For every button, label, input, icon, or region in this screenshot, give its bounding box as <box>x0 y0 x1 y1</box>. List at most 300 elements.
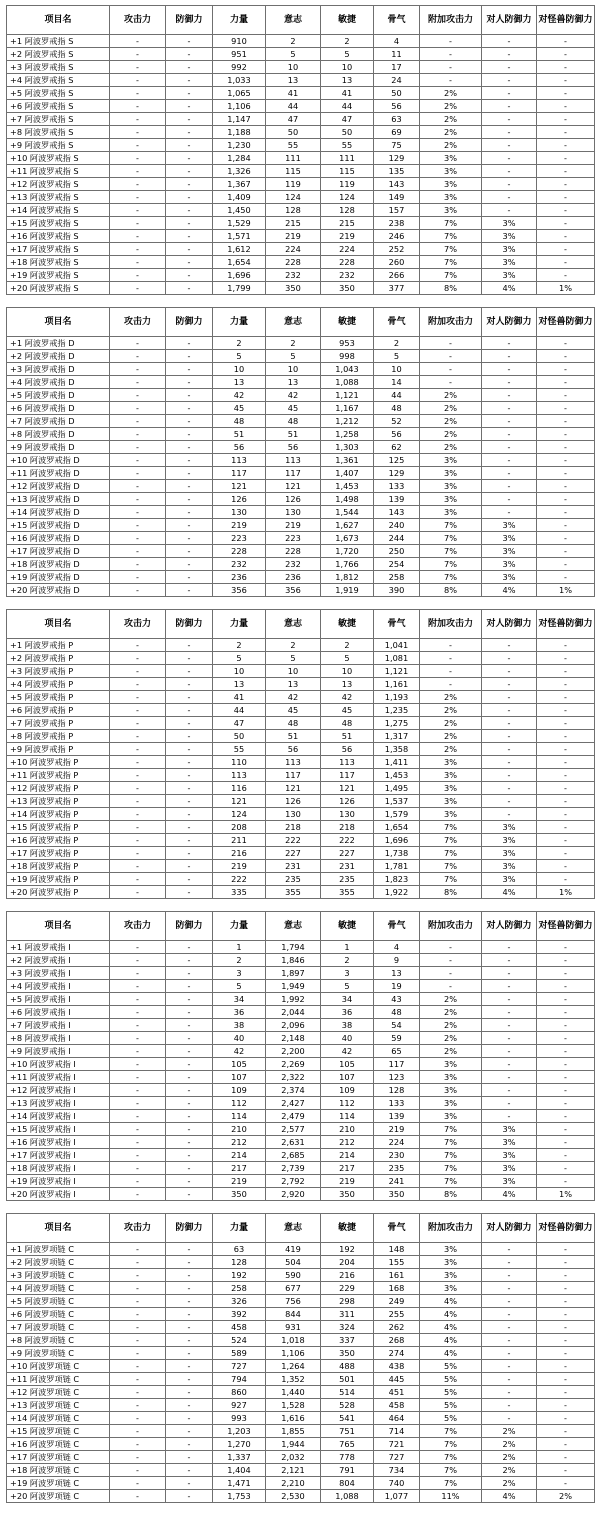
cell-attack: - <box>110 769 166 782</box>
cell-defense: - <box>166 1282 213 1295</box>
cell-pvp-defense: - <box>482 1032 537 1045</box>
header-pvp-defense: 对人防御力 <box>482 6 537 35</box>
cell-strength: 45 <box>213 402 266 415</box>
cell-agility: 231 <box>321 860 374 873</box>
cell-pvp-defense: 3% <box>482 873 537 886</box>
cell-attack: - <box>110 217 166 230</box>
cell-backbone: 1,453 <box>374 769 420 782</box>
cell-defense: - <box>166 376 213 389</box>
cell-item-name: +3 阿波罗戒指 P <box>7 665 110 678</box>
cell-item-name: +15 阿波罗项链 C <box>7 1425 110 1438</box>
cell-agility: 227 <box>321 847 374 860</box>
cell-defense: - <box>166 1334 213 1347</box>
cell-attack: - <box>110 61 166 74</box>
cell-backbone: 219 <box>374 1123 420 1136</box>
cell-bonus-attack: 7% <box>420 873 482 886</box>
cell-defense: - <box>166 519 213 532</box>
cell-agility: 216 <box>321 1269 374 1282</box>
cell-backbone: 63 <box>374 113 420 126</box>
cell-attack: - <box>110 665 166 678</box>
cell-bonus-attack: 2% <box>420 743 482 756</box>
table-row <box>7 126 595 139</box>
table-row <box>7 191 595 204</box>
cell-agility: 113 <box>321 756 374 769</box>
cell-defense: - <box>166 1490 213 1503</box>
cell-will: 130 <box>266 506 321 519</box>
cell-agility: 232 <box>321 269 374 282</box>
cell-will: 44 <box>266 100 321 113</box>
cell-backbone: 9 <box>374 954 420 967</box>
table-row <box>7 769 595 782</box>
cell-attack: - <box>110 1123 166 1136</box>
cell-pve-defense: - <box>537 519 595 532</box>
cell-attack: - <box>110 1321 166 1334</box>
cell-backbone: 1,654 <box>374 821 420 834</box>
cell-pve-defense: - <box>537 1243 595 1256</box>
cell-pve-defense: - <box>537 954 595 967</box>
cell-backbone: 14 <box>374 376 420 389</box>
cell-will: 931 <box>266 1321 321 1334</box>
table-row <box>7 467 595 480</box>
cell-backbone: 143 <box>374 506 420 519</box>
cell-bonus-attack: 3% <box>420 769 482 782</box>
cell-attack: - <box>110 139 166 152</box>
cell-defense: - <box>166 178 213 191</box>
cell-item-name: +9 阿波罗戒指 I <box>7 1045 110 1058</box>
table-row <box>7 756 595 769</box>
cell-will: 45 <box>266 402 321 415</box>
table-row <box>7 441 595 454</box>
cell-item-name: +11 阿波罗戒指 I <box>7 1071 110 1084</box>
table-row <box>7 1360 595 1373</box>
cell-backbone: 4 <box>374 941 420 954</box>
cell-item-name: +6 阿波罗戒指 P <box>7 704 110 717</box>
cell-defense: - <box>166 35 213 48</box>
cell-pve-defense: - <box>537 243 595 256</box>
cell-bonus-attack: 2% <box>420 691 482 704</box>
table-row <box>7 1477 595 1490</box>
table-row <box>7 428 595 441</box>
cell-item-name: +12 阿波罗戒指 S <box>7 178 110 191</box>
cell-defense: - <box>166 860 213 873</box>
cell-pvp-defense: - <box>482 1308 537 1321</box>
cell-pvp-defense: - <box>482 717 537 730</box>
cell-pvp-defense: - <box>482 454 537 467</box>
cell-strength: 40 <box>213 1032 266 1045</box>
cell-defense: - <box>166 506 213 519</box>
cell-pvp-defense: 3% <box>482 1162 537 1175</box>
cell-attack: - <box>110 743 166 756</box>
cell-attack: - <box>110 415 166 428</box>
cell-bonus-attack: 7% <box>420 519 482 532</box>
cell-item-name: +10 阿波罗戒指 I <box>7 1058 110 1071</box>
cell-pvp-defense: 2% <box>482 1451 537 1464</box>
cell-agility: 1,043 <box>321 363 374 376</box>
cell-item-name: +12 阿波罗戒指 D <box>7 480 110 493</box>
cell-bonus-attack: - <box>420 652 482 665</box>
cell-pve-defense: - <box>537 178 595 191</box>
cell-pvp-defense: 3% <box>482 1123 537 1136</box>
cell-strength: 1,450 <box>213 204 266 217</box>
cell-will: 1,897 <box>266 967 321 980</box>
cell-agility: 192 <box>321 1243 374 1256</box>
cell-attack: - <box>110 428 166 441</box>
cell-backbone: 1,738 <box>374 847 420 860</box>
cell-defense: - <box>166 1136 213 1149</box>
table-row <box>7 256 595 269</box>
cell-agility: 212 <box>321 1136 374 1149</box>
cell-defense: - <box>166 1149 213 1162</box>
cell-defense: - <box>166 1360 213 1373</box>
cell-backbone: 1,823 <box>374 873 420 886</box>
cell-pvp-defense: - <box>482 1058 537 1071</box>
cell-strength: 38 <box>213 1019 266 1032</box>
cell-bonus-attack: 3% <box>420 795 482 808</box>
cell-bonus-attack: 7% <box>420 269 482 282</box>
cell-pve-defense: - <box>537 704 595 717</box>
cell-will: 2,739 <box>266 1162 321 1175</box>
table-row <box>7 139 595 152</box>
cell-pve-defense: 1% <box>537 886 595 899</box>
cell-strength: 10 <box>213 665 266 678</box>
cell-strength: 3 <box>213 967 266 980</box>
cell-will: 42 <box>266 691 321 704</box>
cell-pvp-defense: - <box>482 1006 537 1019</box>
table-row <box>7 1071 595 1084</box>
table-row <box>7 217 595 230</box>
cell-will: 13 <box>266 678 321 691</box>
header-strength: 力量 <box>213 308 266 337</box>
table-row <box>7 532 595 545</box>
cell-pvp-defense: - <box>482 1084 537 1097</box>
cell-pve-defense: - <box>537 795 595 808</box>
cell-defense: - <box>166 126 213 139</box>
cell-backbone: 250 <box>374 545 420 558</box>
table-row <box>7 1045 595 1058</box>
cell-item-name: +15 阿波罗戒指 I <box>7 1123 110 1136</box>
cell-pvp-defense: 3% <box>482 860 537 873</box>
cell-backbone: 727 <box>374 1451 420 1464</box>
table-row <box>7 545 595 558</box>
cell-backbone: 148 <box>374 1243 420 1256</box>
cell-backbone: 128 <box>374 1084 420 1097</box>
header-pve-defense: 对怪兽防御力 <box>537 1214 595 1243</box>
cell-pve-defense: - <box>537 74 595 87</box>
cell-pvp-defense: - <box>482 100 537 113</box>
cell-agility: 10 <box>321 61 374 74</box>
cell-bonus-attack: 3% <box>420 506 482 519</box>
cell-defense: - <box>166 415 213 428</box>
cell-item-name: +8 阿波罗戒指 P <box>7 730 110 743</box>
cell-attack: - <box>110 1058 166 1071</box>
cell-pvp-defense: - <box>482 691 537 704</box>
cell-defense: - <box>166 808 213 821</box>
cell-bonus-attack: - <box>420 48 482 61</box>
cell-pve-defense: - <box>537 860 595 873</box>
cell-agility: 1,766 <box>321 558 374 571</box>
cell-pve-defense: - <box>537 1097 595 1110</box>
cell-defense: - <box>166 1373 213 1386</box>
table-row <box>7 350 595 363</box>
cell-will: 47 <box>266 113 321 126</box>
cell-defense: - <box>166 1071 213 1084</box>
table-row <box>7 1006 595 1019</box>
cell-agility: 2 <box>321 954 374 967</box>
header-item-name: 项目名 <box>7 308 110 337</box>
table-row <box>7 1451 595 1464</box>
cell-defense: - <box>166 954 213 967</box>
cell-bonus-attack: 3% <box>420 1256 482 1269</box>
cell-will: 227 <box>266 847 321 860</box>
cell-attack: - <box>110 1045 166 1058</box>
cell-will: 232 <box>266 558 321 571</box>
cell-defense: - <box>166 967 213 980</box>
cell-agility: 1,088 <box>321 376 374 389</box>
cell-agility: 51 <box>321 730 374 743</box>
cell-defense: - <box>166 795 213 808</box>
cell-backbone: 135 <box>374 165 420 178</box>
cell-backbone: 1,161 <box>374 678 420 691</box>
cell-attack: - <box>110 441 166 454</box>
cell-pve-defense: - <box>537 1399 595 1412</box>
cell-agility: 218 <box>321 821 374 834</box>
header-item-name: 项目名 <box>7 912 110 941</box>
cell-attack: - <box>110 532 166 545</box>
cell-strength: 356 <box>213 584 266 597</box>
table-row <box>7 1243 595 1256</box>
cell-strength: 5 <box>213 350 266 363</box>
cell-attack: - <box>110 389 166 402</box>
header-will: 意志 <box>266 308 321 337</box>
cell-bonus-attack: 4% <box>420 1334 482 1347</box>
cell-item-name: +11 阿波罗项链 C <box>7 1373 110 1386</box>
cell-attack: - <box>110 1136 166 1149</box>
cell-agility: 1,303 <box>321 441 374 454</box>
table-row <box>7 795 595 808</box>
table-row <box>7 402 595 415</box>
cell-backbone: 123 <box>374 1071 420 1084</box>
cell-defense: - <box>166 1110 213 1123</box>
cell-defense: - <box>166 1084 213 1097</box>
cell-strength: 219 <box>213 1175 266 1188</box>
cell-attack: - <box>110 571 166 584</box>
cell-pve-defense: - <box>537 139 595 152</box>
cell-pvp-defense: 3% <box>482 558 537 571</box>
cell-item-name: +5 阿波罗戒指 I <box>7 993 110 1006</box>
cell-strength: 47 <box>213 717 266 730</box>
cell-agility: 324 <box>321 1321 374 1334</box>
cell-backbone: 1,275 <box>374 717 420 730</box>
cell-attack: - <box>110 282 166 295</box>
cell-pve-defense: - <box>537 1295 595 1308</box>
cell-strength: 1,284 <box>213 152 266 165</box>
header-row <box>7 1214 595 1243</box>
cell-strength: 13 <box>213 376 266 389</box>
header-pvp-defense: 对人防御力 <box>482 308 537 337</box>
cell-backbone: 445 <box>374 1373 420 1386</box>
cell-pvp-defense: 3% <box>482 519 537 532</box>
cell-strength: 217 <box>213 1162 266 1175</box>
cell-pve-defense: - <box>537 350 595 363</box>
cell-attack: - <box>110 243 166 256</box>
cell-strength: 1,106 <box>213 100 266 113</box>
cell-item-name: +4 阿波罗项链 C <box>7 1282 110 1295</box>
cell-bonus-attack: 2% <box>420 1045 482 1058</box>
cell-will: 42 <box>266 389 321 402</box>
cell-attack: - <box>110 230 166 243</box>
cell-attack: - <box>110 873 166 886</box>
cell-attack: - <box>110 1149 166 1162</box>
cell-will: 419 <box>266 1243 321 1256</box>
table-row <box>7 691 595 704</box>
cell-bonus-attack: 3% <box>420 480 482 493</box>
cell-pve-defense: - <box>537 691 595 704</box>
cell-will: 2,269 <box>266 1058 321 1071</box>
cell-agility: 1,121 <box>321 389 374 402</box>
cell-agility: 117 <box>321 769 374 782</box>
cell-bonus-attack: 3% <box>420 165 482 178</box>
table-row <box>7 48 595 61</box>
cell-defense: - <box>166 652 213 665</box>
cell-agility: 1 <box>321 941 374 954</box>
cell-item-name: +13 阿波罗戒指 D <box>7 493 110 506</box>
cell-attack: - <box>110 730 166 743</box>
cell-defense: - <box>166 61 213 74</box>
cell-backbone: 1,193 <box>374 691 420 704</box>
cell-strength: 48 <box>213 415 266 428</box>
cell-pvp-defense: - <box>482 1373 537 1386</box>
cell-defense: - <box>166 389 213 402</box>
cell-strength: 951 <box>213 48 266 61</box>
cell-defense: - <box>166 217 213 230</box>
cell-backbone: 69 <box>374 126 420 139</box>
table-row <box>7 1058 595 1071</box>
cell-pve-defense: - <box>537 1464 595 1477</box>
cell-bonus-attack: 7% <box>420 243 482 256</box>
cell-strength: 216 <box>213 847 266 860</box>
cell-pvp-defense: 4% <box>482 282 537 295</box>
cell-pve-defense: - <box>537 269 595 282</box>
cell-bonus-attack: - <box>420 639 482 652</box>
table-row <box>7 1321 595 1334</box>
cell-strength: 860 <box>213 1386 266 1399</box>
cell-item-name: +12 阿波罗戒指 I <box>7 1084 110 1097</box>
cell-agility: 215 <box>321 217 374 230</box>
cell-bonus-attack: 8% <box>420 584 482 597</box>
cell-pvp-defense: 4% <box>482 886 537 899</box>
cell-item-name: +2 阿波罗项链 C <box>7 1256 110 1269</box>
cell-pvp-defense: - <box>482 1399 537 1412</box>
cell-defense: - <box>166 743 213 756</box>
cell-pve-defense: - <box>537 665 595 678</box>
cell-defense: - <box>166 1032 213 1045</box>
cell-attack: - <box>110 993 166 1006</box>
cell-backbone: 241 <box>374 1175 420 1188</box>
cell-backbone: 266 <box>374 269 420 282</box>
cell-will: 56 <box>266 743 321 756</box>
cell-backbone: 19 <box>374 980 420 993</box>
cell-pvp-defense: - <box>482 337 537 350</box>
cell-bonus-attack: - <box>420 941 482 954</box>
table-row <box>7 941 595 954</box>
cell-backbone: 59 <box>374 1032 420 1045</box>
table-row <box>7 571 595 584</box>
cell-bonus-attack: 8% <box>420 282 482 295</box>
cell-strength: 1,270 <box>213 1438 266 1451</box>
header-will: 意志 <box>266 1214 321 1243</box>
page <box>6 0 594 1503</box>
cell-will: 128 <box>266 204 321 217</box>
table-row <box>7 1032 595 1045</box>
cell-attack: - <box>110 1373 166 1386</box>
cell-item-name: +7 阿波罗戒指 P <box>7 717 110 730</box>
cell-bonus-attack: 5% <box>420 1386 482 1399</box>
cell-agility: 3 <box>321 967 374 980</box>
cell-pvp-defense: - <box>482 1256 537 1269</box>
cell-backbone: 129 <box>374 467 420 480</box>
cell-defense: - <box>166 1188 213 1201</box>
cell-bonus-attack: 2% <box>420 441 482 454</box>
cell-will: 2,685 <box>266 1149 321 1162</box>
cell-backbone: 56 <box>374 428 420 441</box>
cell-bonus-attack: 7% <box>420 1123 482 1136</box>
table-row <box>7 415 595 428</box>
header-attack: 攻击力 <box>110 6 166 35</box>
cell-attack: - <box>110 691 166 704</box>
header-backbone: 骨气 <box>374 308 420 337</box>
header-will: 意志 <box>266 912 321 941</box>
cell-pve-defense: - <box>537 808 595 821</box>
cell-agility: 124 <box>321 191 374 204</box>
cell-attack: - <box>110 454 166 467</box>
cell-defense: - <box>166 1006 213 1019</box>
cell-backbone: 1,495 <box>374 782 420 795</box>
cell-agility: 36 <box>321 1006 374 1019</box>
cell-item-name: +11 阿波罗戒指 P <box>7 769 110 782</box>
cell-strength: 335 <box>213 886 266 899</box>
table-row <box>7 178 595 191</box>
cell-strength: 51 <box>213 428 266 441</box>
cell-will: 218 <box>266 821 321 834</box>
cell-defense: - <box>166 1321 213 1334</box>
cell-pvp-defense: - <box>482 652 537 665</box>
cell-pvp-defense: - <box>482 113 537 126</box>
cell-pvp-defense: 3% <box>482 532 537 545</box>
cell-pvp-defense: 4% <box>482 584 537 597</box>
cell-attack: - <box>110 1084 166 1097</box>
cell-backbone: 1,317 <box>374 730 420 743</box>
cell-bonus-attack: - <box>420 35 482 48</box>
cell-will: 590 <box>266 1269 321 1282</box>
cell-agility: 953 <box>321 337 374 350</box>
table-row <box>7 35 595 48</box>
cell-backbone: 133 <box>374 480 420 493</box>
cell-agility: 229 <box>321 1282 374 1295</box>
cell-pvp-defense: 2% <box>482 1464 537 1477</box>
cell-pvp-defense: 2% <box>482 1477 537 1490</box>
cell-will: 5 <box>266 652 321 665</box>
cell-defense: - <box>166 980 213 993</box>
cell-agility: 5 <box>321 652 374 665</box>
cell-defense: - <box>166 1123 213 1136</box>
cell-item-name: +11 阿波罗戒指 D <box>7 467 110 480</box>
cell-pve-defense: - <box>537 363 595 376</box>
cell-pve-defense: - <box>537 389 595 402</box>
cell-bonus-attack: - <box>420 74 482 87</box>
cell-will: 2,121 <box>266 1464 321 1477</box>
cell-strength: 107 <box>213 1071 266 1084</box>
cell-strength: 1 <box>213 941 266 954</box>
